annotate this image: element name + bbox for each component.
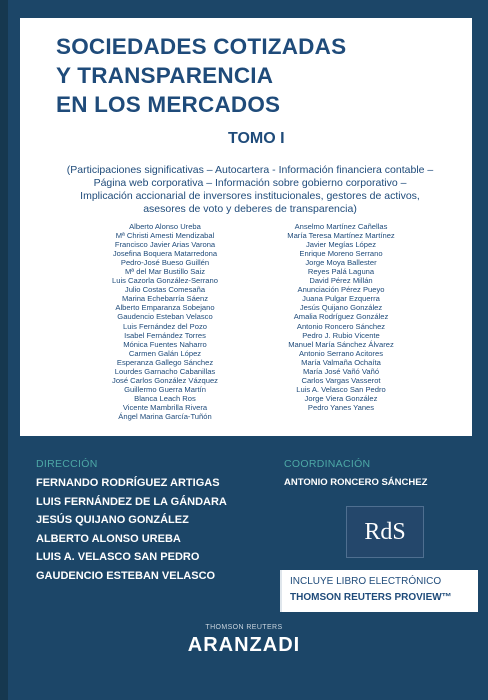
author-name: Amalia Rodríguez González [293,312,389,322]
author-name: Gaudencio Esteban Velasco [117,312,213,322]
author-name: Vicente Mambrilla Rivera [122,402,208,412]
book-title [56,32,456,119]
author-name: Carlos Vargas Vasserot [301,375,381,385]
author-name: Antonio Serrano Acitores [298,348,383,358]
author-name: Carmen Galán López [128,348,202,358]
publisher-group: THOMSON REUTERS [205,624,283,631]
director-name: GAUDENCIO ESTEBAN VELASCO [36,569,216,582]
author-name: Luis Cazorla González-Serrano [112,276,218,286]
authors-list-left [90,222,240,421]
author-name: Pedro-José Bueso Guillén [120,258,210,268]
director-name: ALBERTO ALONSO UREBA [36,532,181,545]
author-name: David Pérez Millán [309,276,373,286]
author-name: Javier Megías López [305,240,377,250]
author-name: Jorge Viera González [304,393,378,403]
publisher-name: ARANZADI [187,634,301,656]
title-line: SOCIEDADES COTIZADAS [56,34,347,59]
subtitle-line: Implicación accionarial de inversores institucionales, gestores de activos, [80,190,420,202]
author-name: Isabel Fernández Torres [124,330,206,340]
author-name: Esperanza Gallego Sánchez [116,357,214,367]
subtitle-line: Página web corporativa – Información sobre gobierno corporativo – [93,177,407,189]
author-name: Jorge Moya Ballester [305,258,377,268]
ebook-banner [280,570,478,612]
subtitle-line: asesores de voto y deberes de transparencia) [143,203,357,215]
director-name: JESÚS QUIJANO GONZÁLEZ [36,514,189,527]
coordination-label: COORDINACIÓN [284,458,371,470]
authors-list-right [266,222,416,412]
author-name: Francisco Javier Arias Varona [114,240,216,250]
author-name: Juana Pulgar Ezquerra [302,294,380,304]
rds-logo: RdS [346,506,424,558]
ebook-line1: INCLUYE LIBRO ELECTRÓNICO [290,576,442,587]
author-name: Mª Christi Amesti Mendizabal [115,231,215,241]
author-name: Enrique Moreno Serrano [299,249,383,259]
author-name: Julio Costas Comesaña [124,285,206,295]
author-name: Alberto Emparanza Sobejano [115,303,215,313]
title-line: Y TRANSPARENCIA [56,63,274,88]
direction-label: DIRECCIÓN [36,458,98,470]
director-name: FERNANDO RODRÍGUEZ ARTIGAS [36,477,220,489]
author-name: María Teresa Martínez Martínez [287,231,395,241]
author-name: José Carlos González Vázquez [112,375,218,385]
title-panel [20,18,472,436]
author-name: Jesús Quijano González [299,303,383,313]
author-name: Pedro J. Rubio Vicente [302,330,380,340]
author-name: Pedro Yanes Yanes [307,402,375,412]
spine-strip [0,0,8,700]
author-name: Mª del Mar Bustillo Saiz [124,267,206,277]
author-name: Josefina Boquera Matarredona [112,249,218,259]
director-name: LUIS A. VELASCO SAN PEDRO [36,551,200,564]
direction-names [36,474,227,586]
ebook-line2: THOMSON REUTERS PROVIEW™ [290,592,452,603]
author-name: Mónica Fuentes Naharro [123,339,207,349]
title-line: EN LOS MERCADOS [56,92,281,117]
author-name: Luis Fernández del Pozo [122,321,207,331]
subtitle-line: (Participaciones significativas – Autocartera - Información financiera contable – [66,164,434,176]
author-name: Guillermo Guerra Martín [124,384,206,394]
author-name: Anselmo Martínez Cañellas [294,222,388,231]
subtitle [60,164,440,216]
author-name: Manuel María Sánchez Álvarez [288,339,394,349]
volume-label: TOMO I [228,130,285,147]
coordinator-name: ANTONIO RONCERO SÁNCHEZ [284,477,428,488]
author-name: Lourdes Garnacho Cabanillas [114,366,216,376]
author-name: Antonio Roncero Sánchez [296,321,386,331]
author-name: Reyes Palá Laguna [307,267,375,277]
author-name: Anunciación Pérez Pueyo [297,285,385,295]
author-name: Marina Echebarría Sáenz [121,294,209,304]
director-name: LUIS FERNÁNDEZ DE LA GÁNDARA [36,495,227,508]
author-name: Ángel Marina García-Tuñón [118,411,212,421]
author-name: Blanca Leach Ros [134,393,196,403]
author-name: María José Vañó Vañó [302,366,380,376]
author-name: Luis A. Velasco San Pedro [296,384,386,394]
author-name: Alberto Alonso Ureba [129,222,201,231]
author-name: María Valmaña Ochaíta [301,357,381,367]
